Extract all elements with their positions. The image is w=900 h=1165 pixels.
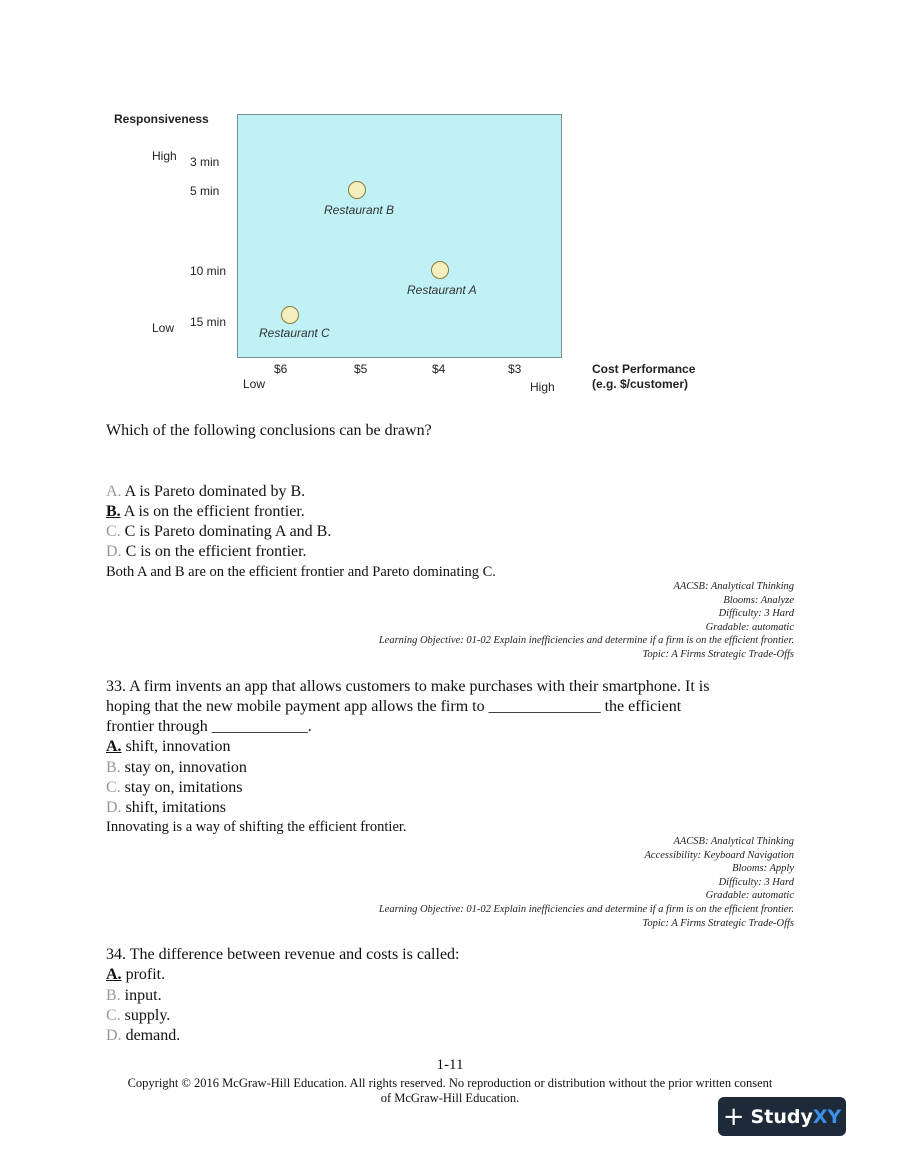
restaurant-c-label: Restaurant C — [259, 326, 330, 340]
option-letter: D. — [106, 543, 122, 560]
option-d — [106, 543, 307, 561]
option-letter: C. — [106, 779, 121, 796]
restaurant-b-point — [348, 181, 366, 199]
option-b — [106, 759, 247, 777]
option-letter: B. — [106, 503, 121, 520]
studyxy-badge[interactable] — [718, 1097, 846, 1136]
explanation: Innovating is a way of shifting the efficient frontier. — [106, 819, 407, 835]
option-a-correct — [106, 738, 230, 756]
option-text: profit. — [121, 966, 166, 983]
meta-line: Topic: A Firms Strategic Trade-Offs — [642, 918, 794, 929]
option-letter: B. — [106, 759, 121, 776]
option-letter: A. — [106, 483, 122, 500]
option-text: shift, innovation — [121, 738, 231, 755]
option-letter: D. — [106, 799, 122, 816]
question-text: frontier through ____________. — [106, 718, 312, 735]
y-tick-label: 5 min — [190, 184, 220, 198]
copyright-line: of McGraw-Hill Education. — [380, 1091, 520, 1105]
option-text: demand. — [121, 1027, 181, 1044]
option-c — [106, 523, 331, 541]
option-text: A is Pareto dominated by B. — [121, 483, 306, 500]
restaurant-b-label: Restaurant B — [324, 203, 395, 217]
option-d — [106, 799, 226, 817]
meta-line: Gradable: automatic — [705, 622, 794, 633]
plus-icon: + — [722, 1101, 745, 1132]
x-tick-label: $4 — [432, 362, 446, 376]
copyright-line: Copyright © 2016 McGraw-Hill Education. All rights reserved. No reproduction or distribution without the prior written consent — [127, 1076, 773, 1090]
option-text: A is on the efficient frontier. — [120, 503, 305, 520]
option-letter: C. — [106, 523, 121, 540]
option-text: stay on, imitations — [120, 779, 243, 796]
meta-line: Difficulty: 3 Hard — [718, 608, 794, 619]
meta-line: Topic: A Firms Strategic Trade-Offs — [642, 649, 794, 660]
y-tick-label: 15 min — [190, 315, 227, 329]
question-text: 33. A firm invents an app that allows customers to make purchases with their smartphone. It is — [106, 678, 710, 695]
meta-line: Gradable: automatic — [705, 890, 794, 901]
option-d — [106, 1027, 180, 1045]
meta-line: Accessibility: Keyboard Navigation — [644, 850, 794, 861]
x-axis-title: Cost Performance — [592, 362, 696, 376]
restaurant-a-label: Restaurant A — [407, 283, 477, 297]
y-tick-label: 10 min — [190, 264, 227, 278]
explanation: Both A and B are on the efficient frontier and Pareto dominating C. — [106, 564, 496, 580]
option-b — [106, 987, 162, 1005]
option-text: C is on the efficient frontier. — [121, 543, 307, 560]
meta-line: AACSB: Analytical Thinking — [673, 836, 794, 847]
option-a — [106, 483, 305, 501]
option-letter: B. — [106, 987, 121, 1004]
y-axis-title: Responsiveness — [114, 112, 209, 126]
meta-line: Difficulty: 3 Hard — [718, 877, 794, 888]
y-high-label: High — [152, 149, 177, 163]
question-text: Which of the following conclusions can be drawn? — [106, 422, 432, 439]
option-c — [106, 779, 242, 797]
page-number: 1-11 — [436, 1057, 464, 1073]
option-b-correct — [106, 503, 305, 521]
option-letter: D. — [106, 1027, 122, 1044]
y-tick-label: 3 min — [190, 155, 220, 169]
x-tick-label: $6 — [274, 362, 288, 376]
meta-line: Learning Objective: 01-02 Explain inefficiencies and determine if a firm is on the efficient frontier. — [378, 635, 794, 646]
option-text: supply. — [120, 1007, 171, 1024]
meta-line: AACSB: Analytical Thinking — [673, 581, 794, 592]
y-low-label: Low — [152, 321, 175, 335]
option-letter: A. — [106, 738, 122, 755]
x-tick-label: $3 — [508, 362, 522, 376]
meta-line: Blooms: Analyze — [723, 595, 794, 606]
brand-name: StudyXY — [750, 1105, 842, 1128]
x-low-label: Low — [243, 377, 266, 391]
restaurant-c-point — [281, 306, 299, 324]
option-text: stay on, innovation — [120, 759, 247, 776]
meta-line: Learning Objective: 01-02 Explain inefficiencies and determine if a firm is on the efficient frontier. — [378, 904, 794, 915]
option-letter: C. — [106, 1007, 121, 1024]
x-axis-subtitle: (e.g. $/customer) — [592, 377, 689, 391]
restaurant-a-point — [431, 261, 449, 279]
plot-area — [237, 114, 562, 358]
option-text: input. — [120, 987, 162, 1004]
option-a-correct — [106, 966, 165, 984]
question-text: 34. The difference between revenue and costs is called: — [106, 946, 460, 963]
option-c — [106, 1007, 170, 1025]
question-text: hoping that the new mobile payment app allows the firm to ______________ the efficient — [106, 698, 682, 715]
option-text: C is Pareto dominating A and B. — [120, 523, 332, 540]
x-high-label: High — [530, 380, 555, 394]
x-tick-label: $5 — [354, 362, 368, 376]
option-text: shift, imitations — [121, 799, 227, 816]
meta-line: Blooms: Apply — [732, 863, 794, 874]
option-letter: A. — [106, 966, 122, 983]
